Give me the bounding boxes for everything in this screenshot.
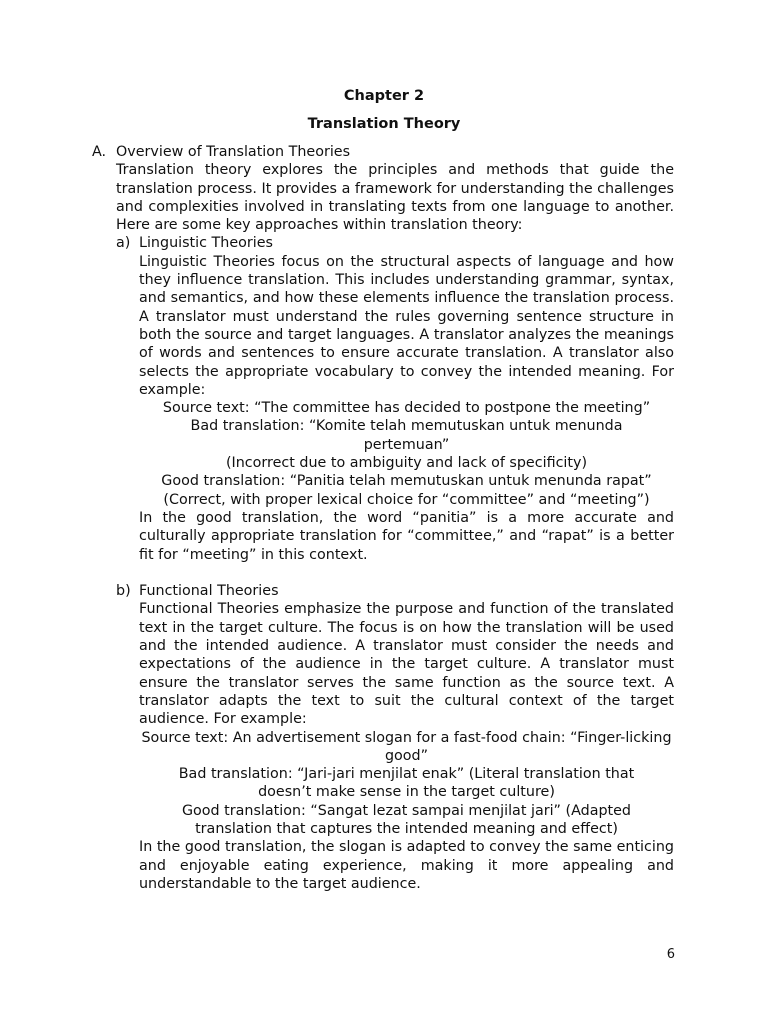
section-body (116, 161, 674, 893)
subsection-linguistic (116, 234, 674, 563)
example-source: Source text: “The committee has decided to postpone the meeting” (162, 400, 651, 417)
section-a (92, 143, 676, 893)
spacer (116, 564, 674, 582)
subsection-body (139, 600, 674, 893)
subsection-functional (116, 582, 674, 893)
example-good: Good translation: “Sangat lezat sampai menjilat jari” (Adapted translation that captures the intended meaning and effect) (181, 802, 632, 837)
subsection-heading-row (116, 234, 674, 252)
example-good-note: (Correct, with proper lexical choice for “committee” and “meeting”) (163, 491, 650, 508)
section-marker: A. (92, 144, 107, 160)
subsection-conclusion: In the good translation, the word “panitia” is a more accurate and culturally appropriate translation for “committee,” and “rapat” is a better fit for “meeting” in this context. (139, 509, 674, 563)
subsection-heading: Functional Theories (139, 583, 279, 600)
section-heading-row (92, 143, 676, 161)
subsection-body (139, 253, 674, 564)
example-bad: Bad translation: “Komite telah memutuskan untuk menunda pertemuan” (190, 418, 623, 453)
subsection-heading: Linguistic Theories (139, 235, 273, 252)
section-heading: Overview of Translation Theories (116, 144, 351, 160)
subsection-paragraph: Linguistic Theories focus on the structural aspects of language and how they influence translation. This includes understanding grammar, syntax, and semantics, and how these elements influence the translation process. A translator must understand the rules governing sentence structure in both the source and target languages. A translator analyzes the meanings of words and sentences to ensure accurate translation. A translator also selects the appropriate vocabulary to convey the intended meaning. For example: (139, 253, 674, 398)
example-good: Good translation: “Panitia telah memutuskan untuk menunda rapat” (161, 473, 652, 490)
page-number: 6 (666, 947, 675, 962)
subsection-conclusion: In the good translation, the slogan is adapted to convey the same enticing and enjoyable eating experience, making it more appealing and understandable to the target audience. (139, 839, 674, 892)
example-source: Source text: An advertisement slogan for a fast-food chain: “Finger-licking good” (141, 729, 672, 764)
example-bad-note: (Incorrect due to ambiguity and lack of specificity) (225, 455, 588, 472)
chapter-label: Chapter 2 (343, 88, 425, 104)
subsection-marker: a) (116, 235, 131, 252)
example-bad: Bad translation: “Jari-jari menjilat enak” (Literal translation that doesn’t make sense in the target culture) (178, 766, 635, 801)
subsection-paragraph: Functional Theories emphasize the purpose and function of the translated text in the target culture. The focus is on how the translation will be used and the intended audience. A translator must consider the needs and expectations of the audience in the target culture. A translator must ensure the translator serves the same function as the source text. A translator adapts the text to suit the cultural context of the target audience. For example: (139, 601, 674, 728)
subsection-heading-row (116, 582, 674, 600)
subsection-marker: b) (116, 583, 131, 600)
chapter-title: Translation Theory (307, 116, 461, 132)
section-intro: Translation theory explores the principles and methods that guide the translation process. It provides a framework for understanding the challenges and complexities involved in translating texts from one language to another. Here are some key approaches within translation theory: (116, 162, 674, 234)
